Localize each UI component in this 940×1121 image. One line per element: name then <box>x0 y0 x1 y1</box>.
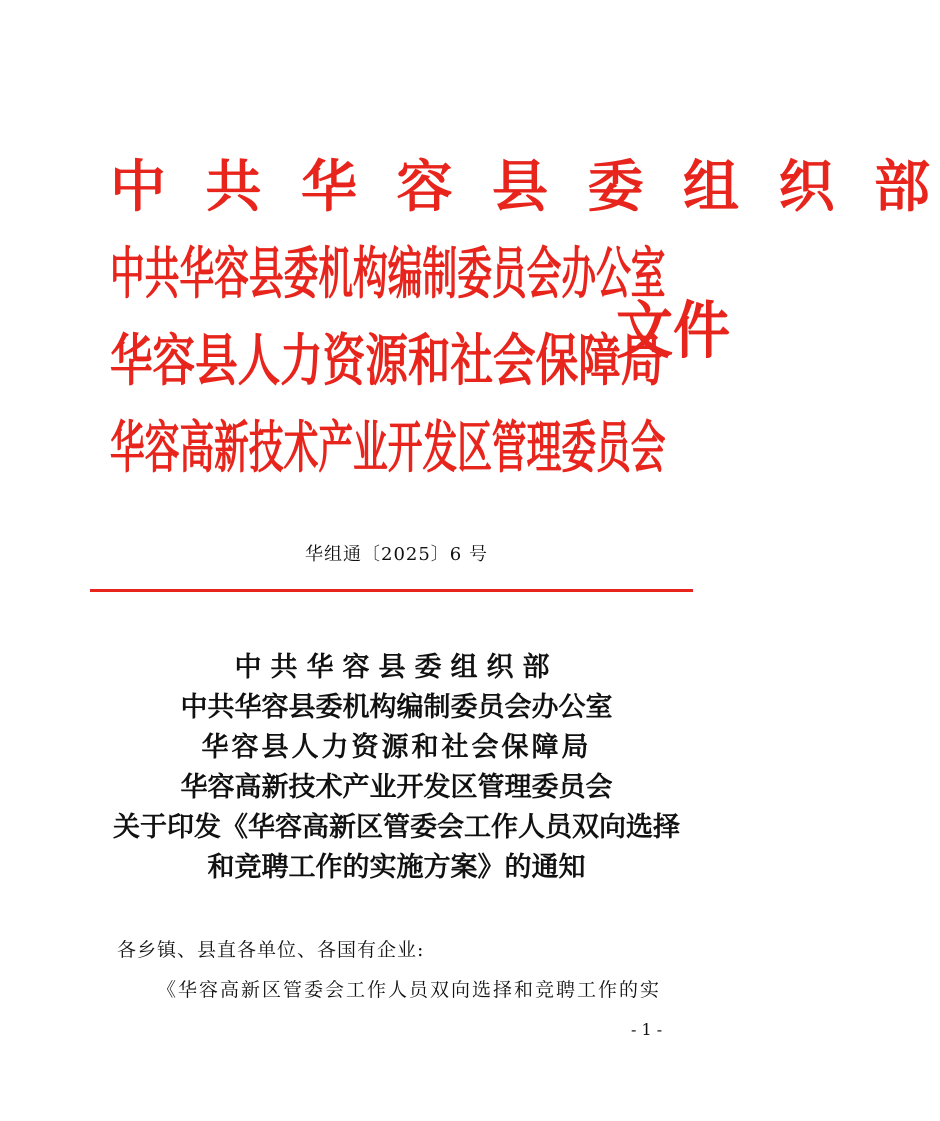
title-line-1: 中共华容县委组织部 <box>234 652 559 683</box>
red-divider-line <box>90 589 693 592</box>
issuer-staffing-office: 中共华容县委机构编制委员会办公室 <box>110 242 666 307</box>
title-line-2: 中共华容县委机构编制委员会办公室 <box>180 692 613 723</box>
title-line-5: 关于印发《华容高新区管委会工作人员双向选择 <box>113 812 680 843</box>
document-number: 华组通〔2025〕6 号 <box>305 544 488 565</box>
issuer-hi-tech-zone-committee: 华容高新技术产业开发区管理委员会 <box>110 416 666 481</box>
document-header-suffix: 文件 <box>616 294 731 367</box>
issuer-organization-department: 中 共 华 容 县 委 组 织 部 <box>110 155 940 220</box>
title-line-6: 和竞聘工作的实施方案》的通知 <box>207 852 586 883</box>
body-paragraph-start: 《华容高新区管委会工作人员双向选择和竞聘工作的实 <box>157 979 662 1001</box>
document-title <box>0 648 793 888</box>
title-line-4: 华容高新技术产业开发区管理委员会 <box>180 772 613 803</box>
salutation: 各乡镇、县直各单位、各国有企业: <box>117 939 425 961</box>
title-line-3: 华容县人力资源和社会保障局 <box>201 732 592 763</box>
issuer-human-resources-bureau: 华容县人力资源和社会保障局 <box>110 329 664 394</box>
page-number: - 1 - <box>631 1020 663 1039</box>
